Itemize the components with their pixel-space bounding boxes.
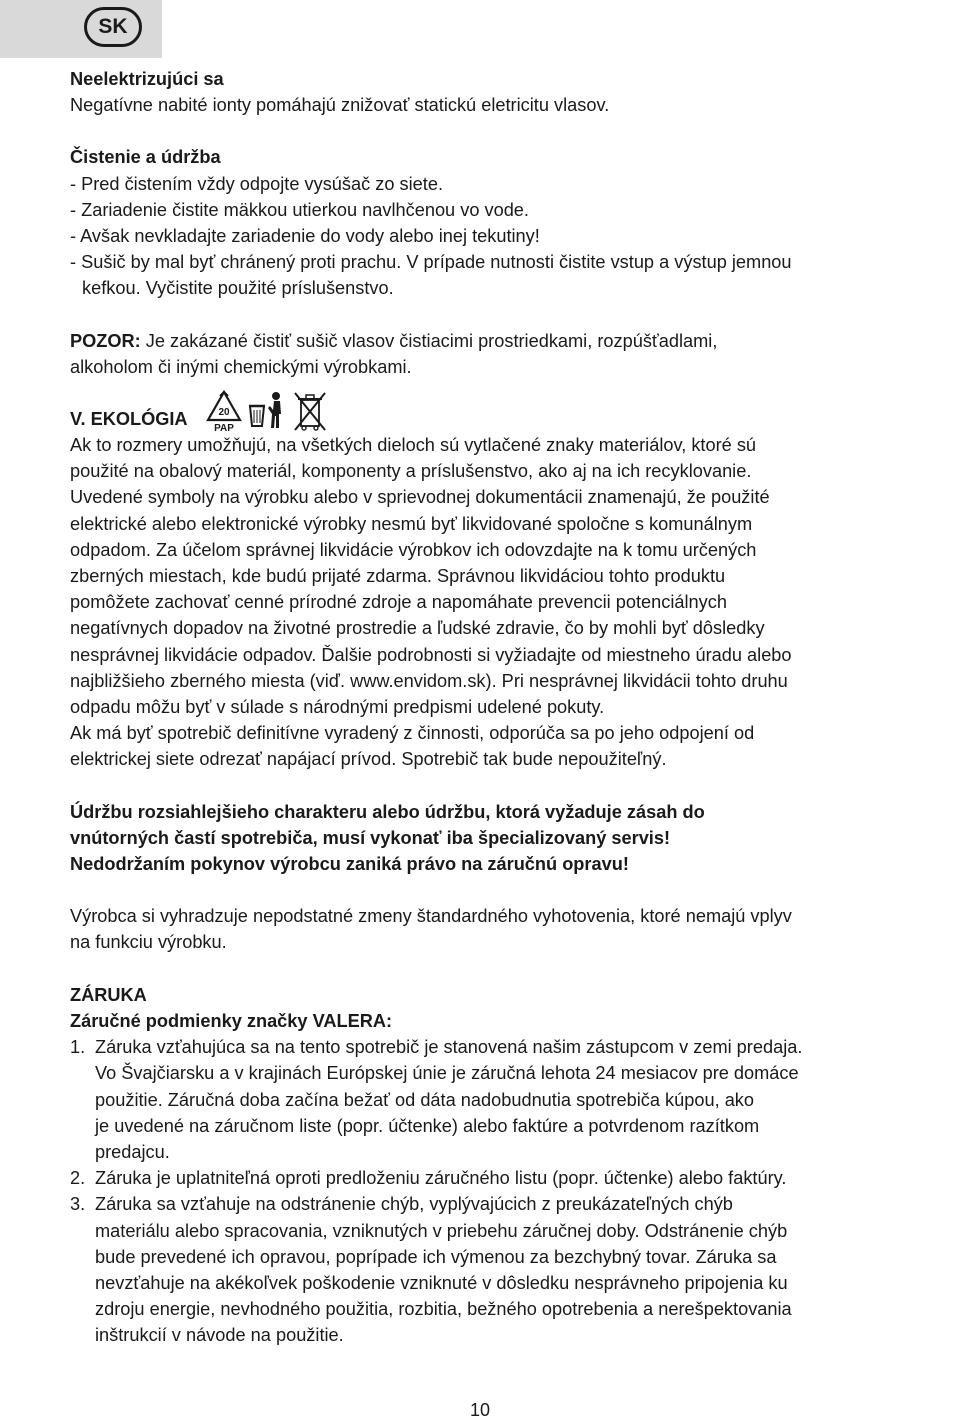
service-notice-line: Nedodržaním pokynov výrobcu zaniká právo na záručnú opravu! (70, 854, 629, 875)
warranty-heading: ZÁRUKA (70, 984, 147, 1005)
recycle-number: 20 (218, 407, 230, 419)
warranty-item (70, 1165, 950, 1191)
language-tab (0, 0, 162, 58)
ecology-line: elektrické alebo elektronické výrobky nesmú byť likvidované spoločne s komunálnym (70, 513, 753, 534)
warranty-item-line: predajcu. (95, 1141, 170, 1162)
language-badge: SK (84, 7, 142, 47)
warranty-item-line: nevzťahuje na akékoľvek poškodenie vzniknuté v dôsledku nesprávneho pripojenia ku (95, 1272, 788, 1293)
warranty-list (70, 1034, 950, 1348)
warranty-item-line: Záruka sa vzťahuje na odstránenie chýb, vyplývajúcich z preukázateľných chýb (95, 1194, 733, 1215)
ecology-line: odpadom. Za účelom správnej likvidácie výrobkov ich odovzdajte na k tomu určených (70, 539, 757, 560)
crossed-bin-icon (292, 390, 328, 432)
manufacturer-note-line: na funkciu výrobku. (70, 932, 227, 953)
ecology-line: elektrickej siete odrezať napájací prívod. Spotrebič tak bude nepoužiteľný. (70, 749, 667, 770)
ecology-line: negatívnych dopadov na životné prostredie a ľudské zdravie, čo by mohli byť dôsledky (70, 618, 765, 639)
warranty-item-number: 2. (70, 1168, 86, 1189)
ecology-line: použité na obalový materiál, komponenty a príslušenstvo, ako aj na ich recyklovanie. (70, 461, 752, 482)
warranty-item-line: je uvedené na záručnom liste (popr. účtenke) alebo faktúre a potvrdenom razítkom (95, 1115, 760, 1136)
ecology-line: Ak to rozmery umožňujú, na všetkých dieloch sú vytlačené znaky materiálov, ktoré sú (70, 435, 757, 456)
ecology-line: nesprávnej likvidácie odpadov. Ďalšie podrobnosti si vyžiadajte od miestneho úradu alebo (70, 644, 792, 665)
warranty-item-line: Záruka vzťahujúca sa na tento spotrebič je stanovená našim zástupcom v zemi predaja. (95, 1037, 803, 1058)
cleaning-item: - Avšak nevkladajte zariadenie do vody alebo inej tekutiny! (70, 226, 540, 247)
warranty-item-line: použitie. Záručná doba začína bežať od dáta nadobudnutia spotrebiča kúpou, ako (95, 1089, 755, 1110)
service-notice-line: vnútorných častí spotrebiča, musí vykonať iba špecializovaný servis! (70, 827, 671, 848)
warning-label: POZOR: (70, 330, 141, 351)
page-number: 10 (469, 1400, 491, 1420)
ecology-line: Uvedené symboly na výrobku alebo v sprievodnej dokumentácii znamenajú, že použité (70, 487, 770, 508)
warranty-item-number: 1. (70, 1037, 86, 1058)
manufacturer-note-line: Výrobca si vyhradzuje nepodstatné zmeny štandardného vyhotovenia, ktoré nemajú vplyv (70, 906, 792, 927)
ecology-heading: V. EKOLÓGIA (70, 409, 188, 430)
warranty-item (70, 1191, 950, 1348)
warranty-item-number: 3. (70, 1194, 86, 1215)
recycle-code: PAP (213, 423, 234, 433)
warranty-item-line: Vo Švajčiarsku a v krajinách Európskej únie je záručná lehota 24 mesiacov pre domáce (95, 1063, 799, 1084)
warranty-item-line: inštrukcií v návode na použitie. (95, 1325, 344, 1346)
warning-text-cont: alkoholom či inými chemickými výrobkami. (70, 356, 412, 377)
cleaning-heading: Čistenie a údržba (70, 147, 221, 168)
warranty-item (70, 1034, 950, 1165)
cleaning-item: kefkou. Vyčistite použité príslušenstvo. (82, 278, 394, 299)
service-notice-line: Údržbu rozsiahlejšieho charakteru alebo údržbu, ktorá vyžaduje zásah do (70, 801, 705, 822)
recycle-20-pap-icon (206, 390, 242, 432)
page-content (70, 66, 950, 1349)
ecology-heading-row (70, 398, 950, 432)
warranty-item-line: zdroju energie, nevhodného použitia, rozbitia, bežného opotrebenia a nerešpektovania (95, 1299, 792, 1320)
ecology-line: zberných miestach, kde budú prijaté zdarma. Správnou likvidáciou tohto produktu (70, 566, 726, 587)
antistatic-text: Negatívne nabité ionty pomáhajú znižovať statickú eletricitu vlasov. (70, 95, 610, 116)
warranty-item-line: materiálu alebo spracovania, vzniknutých v priebehu záručnej doby. Odstránenie chýb (95, 1220, 788, 1241)
ecology-line: odpadu môžu byť v súlade s národnými predpismi udelené pokuty. (70, 697, 605, 718)
tidy-man-bin-icon (246, 390, 288, 432)
ecology-line: najbližšieho zberného miesta (viď. www.envidom.sk). Pri nesprávnej likvidácii tohto druhu (70, 670, 788, 691)
warranty-subheading: Záručné podmienky značky VALERA: (70, 1010, 393, 1031)
cleaning-item: - Zariadenie čistite mäkkou utierkou navlhčenou vo vode. (70, 199, 529, 220)
cleaning-item: - Pred čistením vždy odpojte vysúšač zo siete. (70, 173, 444, 194)
warning-paragraph (70, 328, 950, 354)
antistatic-heading: Neelektrizujúci sa (70, 69, 224, 89)
warning-text: Je zakázané čistiť sušič vlasov čistiacimi prostriedkami, rozpúšťadlami, (140, 330, 718, 351)
ecology-icons (206, 390, 328, 432)
warranty-item-line: bude prevedené ich opravou, poprípade ich výmenou za bezchybný tovar. Záruka sa (95, 1246, 777, 1267)
ecology-line: Ak má byť spotrebič definitívne vyradený z činnosti, odporúča sa po jeho odpojení od (70, 723, 755, 744)
warranty-item-line: Záruka je uplatniteľná oproti predloženiu záručného listu (popr. účtenke) alebo faktúry. (95, 1168, 787, 1189)
ecology-line: pomôžete zachovať cenné prírodné zdroje a napomáhate prevencii potenciálnych (70, 592, 727, 613)
cleaning-item: - Sušič by mal byť chránený proti prachu. V prípade nutnosti čistite vstup a výstup jemnou (70, 252, 792, 273)
